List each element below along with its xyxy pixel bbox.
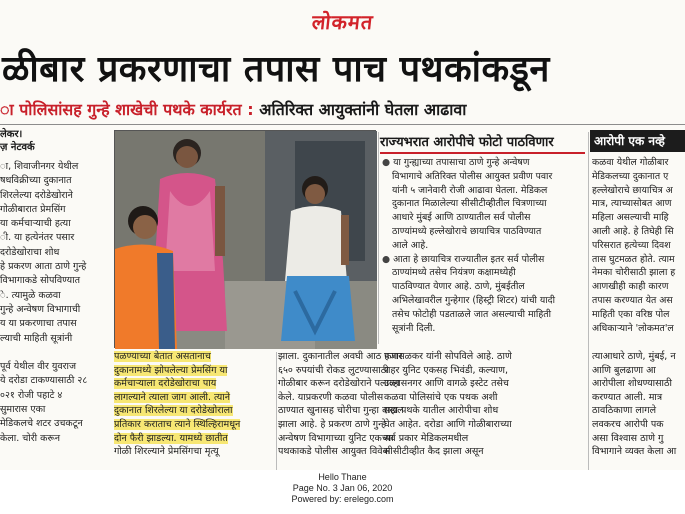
subheadline-red-part: ा पोलिसांसह गुन्हे शाखेची पथके कार्यरत : [0, 100, 254, 119]
side-article-line: आणखीही काही कारण [592, 281, 669, 293]
footer-publication: Hello Thane [318, 472, 367, 482]
side-article-line: मेडिकलच्या दुकानात ए [592, 170, 669, 182]
box-article-line [382, 184, 586, 198]
article-line [114, 391, 274, 405]
article-line: ी. या हत्येनंतर पसार [0, 232, 75, 244]
side-heading: आरोपी एक नव्हे [590, 130, 685, 152]
article-line: ये दरोडा टाकण्यासाठी २८ [0, 375, 88, 387]
article-line [114, 418, 274, 432]
article-line: सुमारास एका [0, 404, 46, 416]
article-line: अन्वेषण विभागाच्या युनिट एकच्या [278, 432, 394, 444]
article-column-4 [384, 350, 512, 470]
article-line: उल्हासनगर आणि वागळे इस्टेट तसेच [384, 378, 509, 390]
box-heading: राज्यभरात आरोपीचे फोटो पाठविणार [380, 132, 585, 154]
article-line: घेत आहेत. दरोडा आणि गोळीबाराच्या [384, 418, 512, 430]
article-line: ठाण्यात खुनासह चोरीचा गुन्हा दाखल [278, 405, 404, 417]
side-article-line: परिसरात हत्येच्या दिवश [592, 239, 671, 251]
highlighted-text: कर्मचाऱ्याला दरोडेखोराचा पाय [114, 378, 217, 390]
highlighted-text: लागल्याने त्याला जाग आली. त्याने [114, 391, 231, 403]
side-article-line: मात्र, त्याच्यासोबत आण [592, 198, 672, 210]
article-line: आणि बुलढाणा आ [592, 364, 656, 376]
article-line: विभागाने व्यक्त केला आ [592, 446, 677, 458]
article-line: पथकाकडे पोलीस आयुक्त विवेक [278, 446, 390, 458]
box-article-line [382, 170, 586, 184]
column-divider [276, 352, 277, 470]
side-article-line: अधिकाऱ्याने 'लोकमत'ल [592, 322, 674, 334]
article-line: शिरलेल्या दरोडेखोराने [0, 189, 73, 201]
page-footer [0, 472, 685, 514]
article-line: सर्व प्रकार मेडिकलमधील [384, 432, 469, 444]
box-article-text: ठाण्यांमध्ये हल्लेखोराचे छायाचित्र पाठविण्यात [392, 225, 542, 237]
box-article-line [382, 308, 586, 322]
article-line: ६५० रुपयांची रोकड लुटण्यासाठी [278, 364, 389, 376]
headline-rule [0, 124, 685, 125]
article-line: गुन्हे अन्वेषण विभागाची [0, 303, 81, 315]
article-line: विभागाकडे सोपविण्यात [0, 275, 81, 287]
article-line: मेडिकलचे शटर उचकटून [0, 418, 83, 430]
side-article-line: माहिती एका वरिष्ठ पोल [592, 308, 670, 320]
article-line: हे प्रकरण आता ठाणे गुन्हे [0, 261, 87, 273]
article-line: ल्याची माहिती सूत्रांनी [0, 332, 73, 344]
article-line: असा विश्वास ठाणे गु [592, 432, 664, 444]
article-line: गोळीबार करून दरोडेखोराने पलायन [278, 378, 400, 390]
article-line: पूर्व येथील वीर युवराज [0, 361, 77, 373]
article-line: ठावठिकाणा लागले [592, 405, 657, 417]
cctv-photo-image [115, 131, 377, 349]
column-divider [378, 132, 379, 344]
footer-page-info: Page No. 3 Jan 06, 2020 [292, 483, 393, 493]
article-line [114, 404, 274, 418]
box-article-line [382, 266, 586, 280]
masthead [0, 0, 685, 38]
box-article-text: पाठविण्यात येणार आहे. ठाणे, मुंबईतील [392, 281, 525, 293]
article-line: फणसळकर यांनी सोपविले आहे. ठाणे [384, 351, 512, 362]
article-line: या कर्मचाऱ्याची हत्या [0, 218, 71, 230]
side-article-line: हल्लेखोराचे छायाचित्र अ [592, 184, 673, 196]
box-article-text: यांनी ५ जानेवारी रोजी आढावा घेतला. मेडिकल [392, 184, 548, 196]
box-article-text: आधारे मुंबई आणि ठाण्यातील सर्व पोलीस [392, 212, 531, 224]
article-line [114, 377, 274, 391]
side-article-line: तास घुटमळत होते. त्याम [592, 253, 675, 265]
article-text: गोळी शिरल्याने प्रेमसिंगचा मृत्यू [114, 446, 219, 458]
box-article-line [382, 211, 586, 225]
box-article-text: सूत्रांनी दिली. [392, 322, 436, 334]
byline [0, 128, 112, 154]
headline: ळीबार प्रकरणाचा तपास पाच पथकांकडून [2, 49, 550, 90]
article-line: सीसीटीव्हीत कैद झाला असून [384, 446, 484, 458]
article-line: करण्यात आली. मात्र [592, 391, 663, 403]
box-article-line [382, 294, 586, 308]
box-article-line [382, 197, 586, 211]
box-article-text: दुकानात मिळालेल्या सीसीटीव्हीतील चित्रणाच्या [392, 198, 547, 210]
box-article-line [382, 156, 586, 170]
article-line: लवकरच आरोपी पक [592, 418, 664, 430]
article-line [114, 432, 274, 446]
article-line [114, 350, 274, 364]
article-column-1 [0, 160, 112, 470]
article-line: सहा पथके यातील आरोपीचा शोध [384, 405, 499, 417]
article-column-3 [278, 350, 404, 470]
article-column-5 [592, 350, 685, 470]
side-article-line: आली आहे. हे तिघेही सि [592, 225, 674, 237]
cctv-photo [114, 130, 376, 348]
column-divider [588, 132, 589, 470]
article-line: झाला. दुकानातील अवघी आठ हजार [278, 351, 403, 362]
article-line: कळवा पोलिसांचे एक पथक अशी [384, 391, 498, 403]
article-line [114, 364, 274, 378]
box-article-line [382, 322, 586, 336]
highlighted-text: प्रतिकार कराताच त्याने स्थिल्हिरामधून [114, 418, 241, 430]
article-line: शहर युनिट एकसह भिवंडी, कल्याण, [384, 364, 508, 376]
article-line [114, 445, 274, 459]
box-article-line [382, 280, 586, 294]
side-article-line: महिला असल्याची माहि [592, 212, 669, 224]
article-line: गोळीबारात प्रेमसिंग [0, 203, 66, 215]
box-article-line [382, 225, 586, 239]
highlighted-text: दुकानामध्ये झोपलेल्या प्रेमसिंग या [114, 364, 228, 376]
article-line: ा, शिवाजीनगर येथील [0, 161, 79, 172]
highlighted-text: दोन फैरी झाडल्या. यामध्ये छातीत [114, 432, 228, 444]
side-article-line: नेमका चोरीसाठी झाला ह [592, 267, 676, 279]
article-line: दरोडेखोराचा शोध [0, 246, 60, 258]
subheadline [0, 98, 685, 122]
box-article-text: विभागाचे अतिरिक्त पोलीस आयुक्त प्रवीण पवार [392, 170, 553, 182]
lokmat-logo: लोकमत [310, 10, 375, 34]
box-article-line [382, 253, 586, 267]
article-line: य या प्रकरणाचा तपास [0, 318, 77, 330]
subheadline-black-part: अतिरिक्त आयुक्तांनी घेतला आढावा [253, 100, 467, 119]
byline-author: लेकर। [0, 129, 23, 140]
article-line: ०२१ रोजी पहाटे ४ [0, 389, 63, 401]
box-article [382, 156, 586, 342]
side-article [592, 156, 685, 342]
box-article-text: ठाण्यांमध्ये तसेच नियंत्रण कक्षामध्येही [392, 267, 516, 279]
bullet-icon: ● [382, 157, 394, 168]
highlighted-text: दुकानात शिरलेल्या या दरोडेखोराला [114, 405, 233, 417]
footer-powered-by: Powered by: erelego.com [291, 494, 394, 504]
bullet-icon: ● [382, 253, 394, 265]
article-line: झाला आहे. हे प्रकरण ठाणे गुन्हे [278, 418, 386, 430]
side-article-line: कळवा येथील गोळीबार [592, 157, 669, 168]
box-article-line [382, 239, 586, 253]
highlighted-text: पळण्याच्या बेतात असतानाच [114, 351, 211, 362]
box-article-text: आता हे छायाचित्र राज्यातील इतर सर्व पोलीस [393, 253, 545, 265]
box-article-text: अभिलेखावरील गुन्हेगार (हिस्ट्री शिटर) यांची यादी [392, 294, 555, 306]
article-line: े. त्यामुळे कळवा [0, 289, 61, 301]
article-line: केले. याप्रकरणी कळवा पोलीस [278, 391, 384, 403]
article-line: केला. चोरी करून [0, 432, 61, 444]
box-article-text: तसेच फोटोही पडताळले जात असल्याची माहिती [392, 308, 551, 320]
article-line: त्याआधारे ठाणे, मुंबई, न [592, 351, 676, 362]
article-line: आरोपीला शोधण्यासाठी [592, 378, 672, 390]
byline-network: ज़ नेटवर्क [0, 142, 35, 153]
article-column-2 [114, 350, 274, 470]
side-article-line: तपास करण्यात येत अस [592, 294, 673, 306]
box-article-text: या गुन्ह्याच्या तपासाचा ठाणे गुन्हे अन्वेषण [393, 157, 530, 168]
article-line: षधविक्रीच्या दुकानात [0, 175, 72, 187]
article-line [0, 346, 112, 360]
box-article-text: आले आहे. [392, 239, 429, 251]
